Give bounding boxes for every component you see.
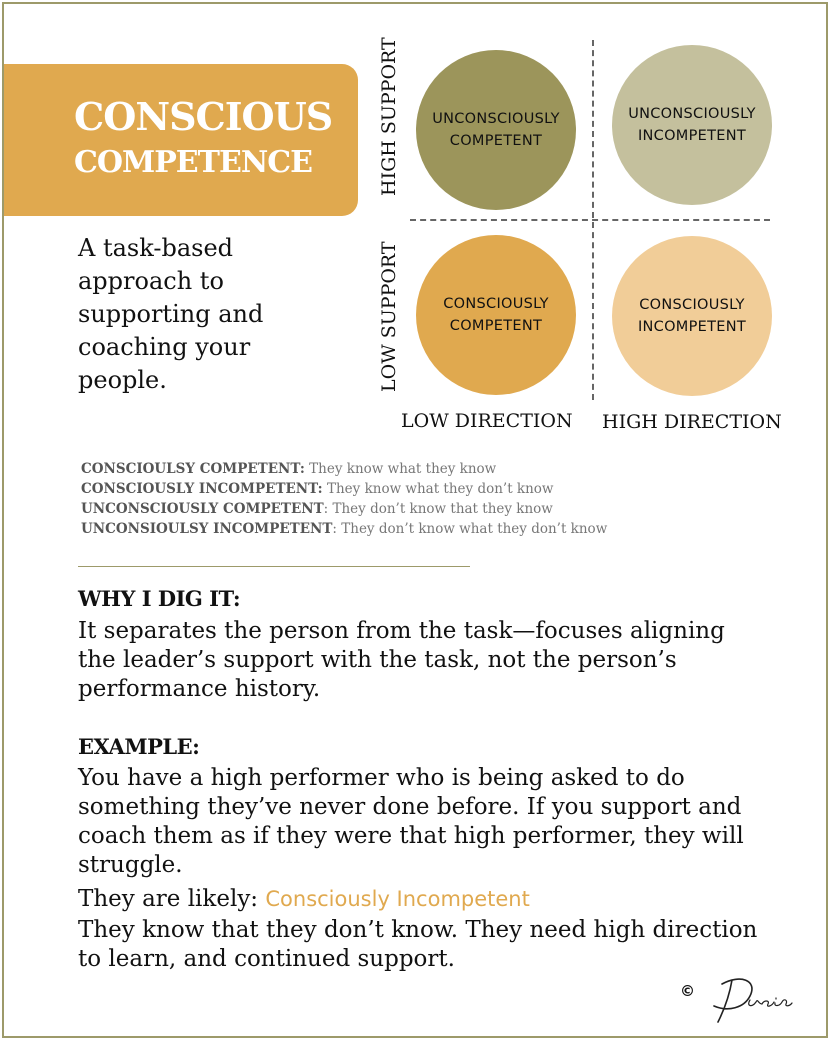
page-title: CONSCIOUS [74,94,333,139]
section-divider [78,566,470,567]
why-heading: WHY I DIG IT: [78,586,241,611]
axis-high-support: HIGH SUPPORT [378,37,400,196]
definition-text: They know what they don’t know [322,481,554,497]
definitions-list [81,459,781,539]
likely-prefix: They are likely: [78,886,266,912]
definition-term: CONSCIOULSY COMPETENT: [81,461,305,477]
definition-item [81,499,781,519]
quadrant-label-line1: CONSCIOUSLY [639,297,745,313]
quadrant-label-line1: UNCONSCIOUSLY [432,111,560,127]
intro-text: A task-based approach to supporting and coaching your people. [78,234,264,394]
example-heading: EXAMPLE: [78,734,200,759]
definition-item [81,519,781,539]
definition-text: : They don’t know what they don’t know [332,521,608,537]
quadrant-unconsciously-competent [416,50,576,210]
quadrant-consciously-incompetent [612,236,772,396]
definition-item [81,479,781,499]
quadrant-label-line1: UNCONSCIOUSLY [628,106,756,122]
signature-logo [700,970,810,1030]
axis-high-direction: HIGH DIRECTION [602,411,782,433]
likely-value: Consciously Incompetent [265,887,530,911]
likely-line [78,885,758,914]
quadrant-consciously-competent [416,235,576,395]
quadrant-unconsciously-incompetent [612,45,772,205]
copyright-symbol: © [680,982,695,1000]
horizontal-divider [410,219,770,221]
quadrant-label-line2: INCOMPETENT [637,319,747,335]
title-banner [4,64,358,216]
definition-text: : They don’t know that they know [323,501,553,517]
why-body: It separates the person from the task—focuses aligning the leader’s support with the task, not the person’s performance history. [78,618,725,702]
axis-low-direction: LOW DIRECTION [401,410,573,432]
definition-term: UNCONSIOULSY INCOMPETENT [81,521,333,537]
quadrant-label-line2: INCOMPETENT [637,128,747,144]
definition-item [81,459,781,479]
example-body: You have a high performer who is being asked to do something they’ve never done before. If you support and coach them as if they were that high performer, they will struggle. [78,765,744,878]
page-subtitle: COMPETENCE [74,145,312,180]
definition-term: CONSCIOUSLY INCOMPETENT: [81,481,323,497]
quadrant-label-line1: CONSCIOUSLY [443,296,549,312]
quadrant-label-line2: COMPETENT [449,318,543,334]
definition-text: They know what they know [304,461,497,477]
example-conclusion: They know that they don’t know. They need high direction to learn, and continued support. [78,917,758,972]
definition-term: UNCONSCIOUSLY COMPETENT [81,501,324,517]
quadrant-label-line2: COMPETENT [449,133,543,149]
axis-low-support: LOW SUPPORT [378,241,400,392]
